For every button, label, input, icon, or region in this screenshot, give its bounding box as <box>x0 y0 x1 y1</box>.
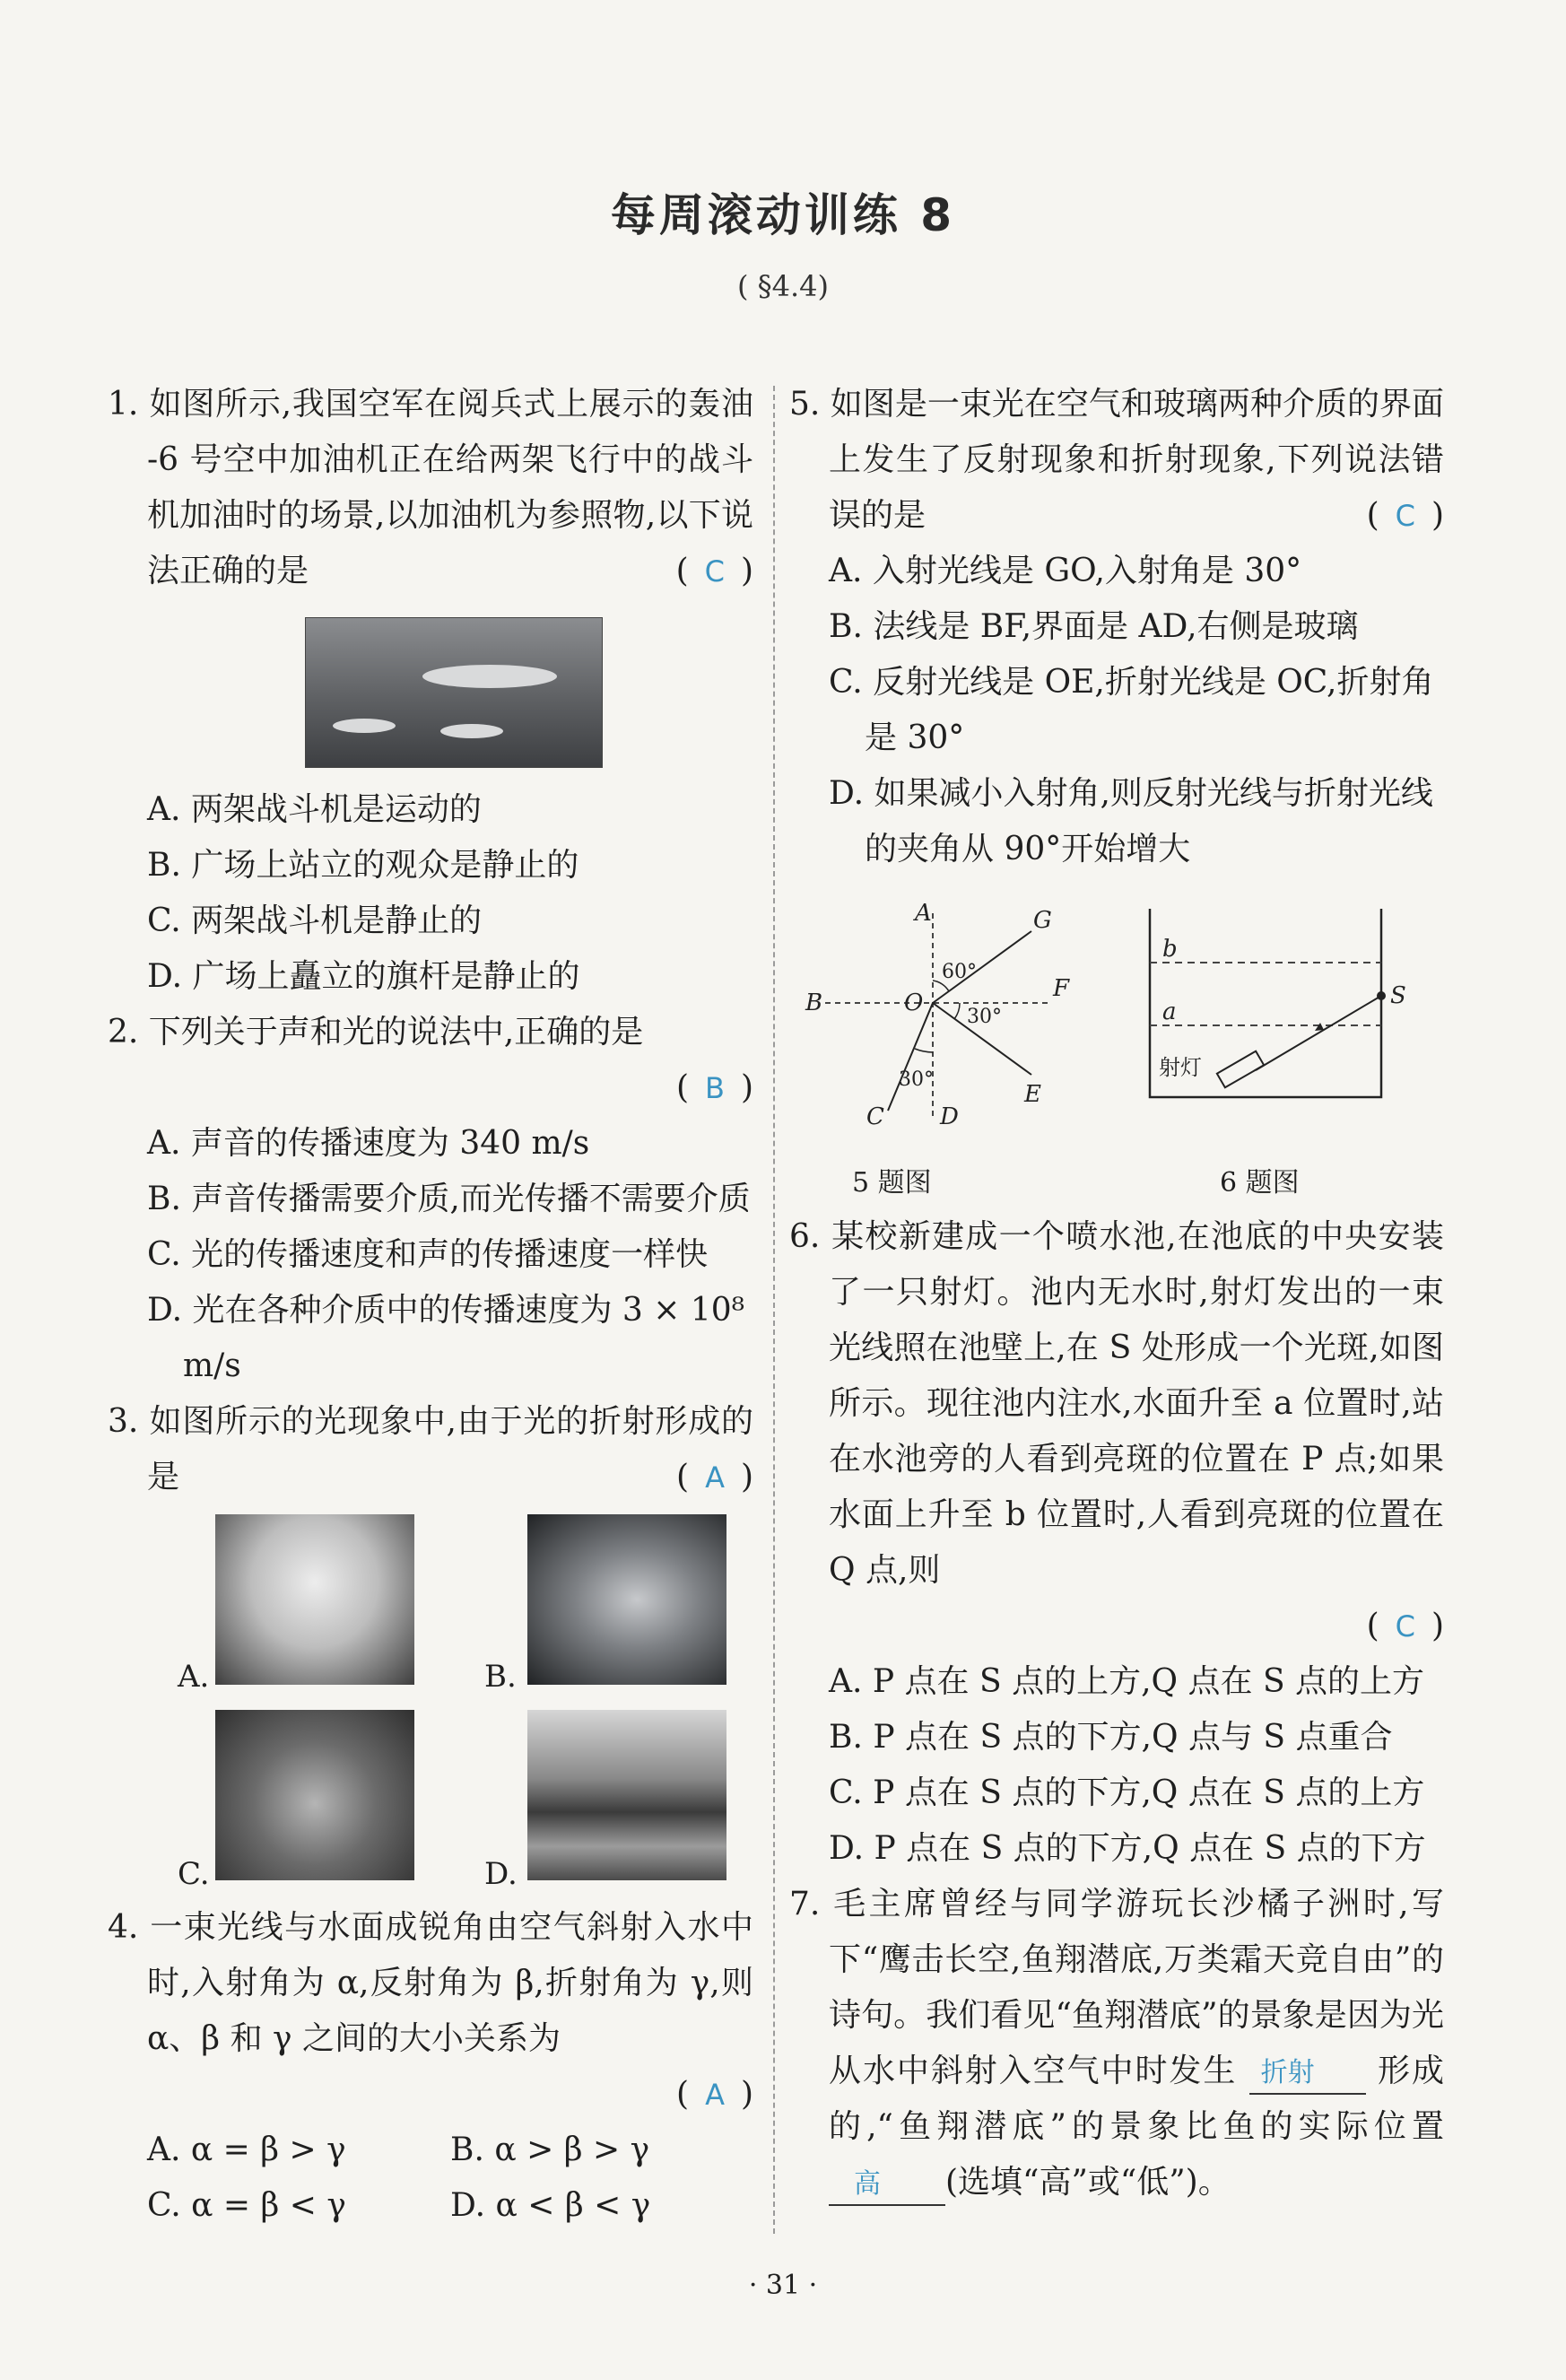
label-a: A <box>915 900 932 927</box>
angle-30-label: 30° <box>899 1068 934 1091</box>
fighter-aircraft-shape <box>440 724 503 738</box>
question-6-text: 6. 某校新建成一个喷水池,在池底的中央安装了一只射灯。池内无水时,射灯发出的一束光线照在池壁上,在 S 处形成一个光斑,如图所示。现往池内注水,水面升至 a 位置时,站在水池旁的人看到亮斑的位置在 P 点;如果水面上升至 b 位置时,人看到亮斑的位置在 Q 点,则 <box>789 1218 1444 1589</box>
ray-oc <box>888 1003 933 1111</box>
label-d: D <box>940 1103 959 1130</box>
image-label: A. <box>178 1659 210 1695</box>
question-7-blank-1: 折射 <box>1249 2053 1366 2095</box>
option: B. 声音传播需要介质,而光传播不需要介质 <box>147 1181 751 1217</box>
option: D. P 点在 S 点的下方,Q 点在 S 点的下方 <box>829 1830 1426 1867</box>
page-title: 每周滚动训练 8 <box>610 189 956 241</box>
label-b: B <box>805 989 823 1016</box>
question-3-text: 3. 如图所示的光现象中,由于光的折射形成的是 ( A ) <box>108 1394 753 1505</box>
option: B. 法线是 BF,界面是 AD,右侧是玻璃 <box>829 608 1359 645</box>
question-2 <box>108 1005 753 1394</box>
option: A. 声音的传播速度为 340 m/s <box>147 1125 590 1162</box>
question-5-options <box>789 544 1444 877</box>
angle-arc <box>915 1049 933 1052</box>
option: B. P 点在 S 点的下方,Q 点与 S 点重合 <box>829 1719 1393 1756</box>
label-c: C <box>866 1103 884 1130</box>
car-mirror-photo <box>527 1514 726 1685</box>
question-2-options <box>108 1116 753 1394</box>
question-2-answer-box: ( B ) <box>108 1060 753 1116</box>
question-3-answer-box: ( A ) <box>676 1459 753 1495</box>
option: C. P 点在 S 点的下方,Q 点在 S 点的上方 <box>829 1774 1425 1811</box>
angle-30-label: 30° <box>967 1006 1002 1028</box>
question-5 <box>789 377 1444 877</box>
page-header <box>0 179 1566 303</box>
right-column <box>789 377 1444 2210</box>
option: C. α = β < γ <box>147 2187 346 2224</box>
question-1-options <box>108 782 753 1005</box>
question-7 <box>789 1877 1444 2210</box>
question-7-blank-2: 高 <box>829 2165 945 2206</box>
option: A. α = β > γ <box>147 2132 346 2168</box>
question-3 <box>108 1394 753 1891</box>
question-7-text: 7. 毛主席曾经与同学游玩长沙橘子洲时,写下“鹰击长空,鱼翔潜底,万类霜天竞自由”的诗句。我们看见“鱼翔潜底”的景象是因为光从水中斜射入空气中时发生 折射 形成的,“鱼翔潜底”的景象比鱼的实际位置 高 (选填“高”或“低”)。 <box>789 1877 1444 2210</box>
sundial-photo <box>215 1710 414 1880</box>
question-5-answer: C <box>1395 499 1415 533</box>
question-4-answer: A <box>705 2078 725 2112</box>
option: A. 两架战斗机是运动的 <box>147 791 482 828</box>
option: C. 反射光线是 OE,折射光线是 OC,折射角是 30° <box>829 664 1434 756</box>
label-b-level: b <box>1162 936 1178 963</box>
question-2-answer: B <box>705 1071 725 1105</box>
option: A. 入射光线是 GO,入射角是 30° <box>829 553 1302 589</box>
question-5-text: 5. 如图是一束光在空气和玻璃两种介质的界面上发生了反射现象和折射现象,下列说法错误的是 ( C ) <box>789 377 1444 544</box>
question-1-answer-box: ( C ) <box>675 553 753 589</box>
option: B. 广场上站立的观众是静止的 <box>147 847 579 884</box>
spotlight-shape <box>1217 1051 1264 1088</box>
question-1-answer: C <box>704 554 725 588</box>
option: D. 光在各种介质中的传播速度为 3 × 10⁸ m/s <box>147 1292 745 1384</box>
light-beam <box>1256 996 1381 1070</box>
question-4-text: 4. 一束光线与水面成锐角由空气斜射入水中时,入射角为 α,反射角为 β,折射角为 γ,则 α、β 和 γ 之间的大小关系为 <box>108 1909 753 2057</box>
question-4-options <box>108 2123 753 2234</box>
fighter-aircraft-shape <box>333 719 396 733</box>
question-1-text: 1. 如图所示,我国空军在阅兵式上展示的轰油 -6 号空中加油机正在给两架飞行中的战斗机加油时的场景,以加油机为参照物,以下说法正确的是 ( C ) <box>108 377 753 599</box>
image-label: B. <box>484 1659 517 1695</box>
label-spotlight: 射灯 <box>1159 1055 1202 1080</box>
option: C. 两架战斗机是静止的 <box>147 902 483 939</box>
angle-arc <box>954 1003 960 1019</box>
page-number: · 31 · <box>748 2270 818 2301</box>
angle-60-label: 60° <box>942 961 977 983</box>
beam-arrow-icon <box>1315 1023 1324 1031</box>
label-g: G <box>1033 907 1052 934</box>
question-3-image-grid <box>108 1514 753 1891</box>
question-6-answer-box: ( C ) <box>789 1599 1444 1654</box>
option: A. P 点在 S 点的上方,Q 点在 S 点的上方 <box>829 1663 1425 1700</box>
figures-row <box>789 895 1444 1200</box>
figures-svg <box>789 895 1444 1164</box>
figure-5-diagram <box>805 900 1070 1130</box>
image-label: C. <box>178 1856 210 1892</box>
left-column <box>108 377 753 2234</box>
question-1 <box>108 377 753 1005</box>
figure-5-caption: 5 题图 <box>852 1167 932 1199</box>
point-s <box>1377 991 1386 1000</box>
chopstick-in-bowl-photo <box>215 1514 414 1685</box>
page-subtitle: ( §4.4) <box>736 269 830 303</box>
figure-6-diagram <box>1150 909 1406 1097</box>
label-f: F <box>1053 975 1070 1002</box>
image-label: D. <box>484 1856 518 1892</box>
refueling-aircraft-photo <box>305 617 603 768</box>
question-3-answer: A <box>705 1460 725 1495</box>
tanker-aircraft-shape <box>422 665 557 688</box>
option: C. 光的传播速度和声的传播速度一样快 <box>147 1236 709 1273</box>
label-o: O <box>904 989 924 1016</box>
question-5-answer-box: ( C ) <box>1366 497 1444 534</box>
question-4 <box>108 1900 753 2234</box>
column-divider <box>773 386 775 2234</box>
question-4-answer-box: ( A ) <box>108 2067 753 2123</box>
label-s: S <box>1390 982 1406 1009</box>
option: D. 如果减小入射角,则反射光线与折射光线的夹角从 90°开始增大 <box>829 775 1433 867</box>
label-a-level: a <box>1162 998 1177 1025</box>
question-6 <box>789 1209 1444 1877</box>
question-2-text: 2. 下列关于声和光的说法中,正确的是 <box>108 1014 644 1051</box>
option: B. α > β > γ <box>450 2132 650 2168</box>
mountain-reflection-photo <box>527 1710 726 1880</box>
question-6-options <box>789 1654 1444 1877</box>
option: D. α < β < γ <box>450 2187 651 2224</box>
option: D. 广场上矗立的旗杆是静止的 <box>147 958 580 995</box>
question-6-answer: C <box>1395 1609 1415 1643</box>
figure-6-caption: 6 题图 <box>1220 1167 1300 1199</box>
label-e: E <box>1024 1081 1041 1108</box>
